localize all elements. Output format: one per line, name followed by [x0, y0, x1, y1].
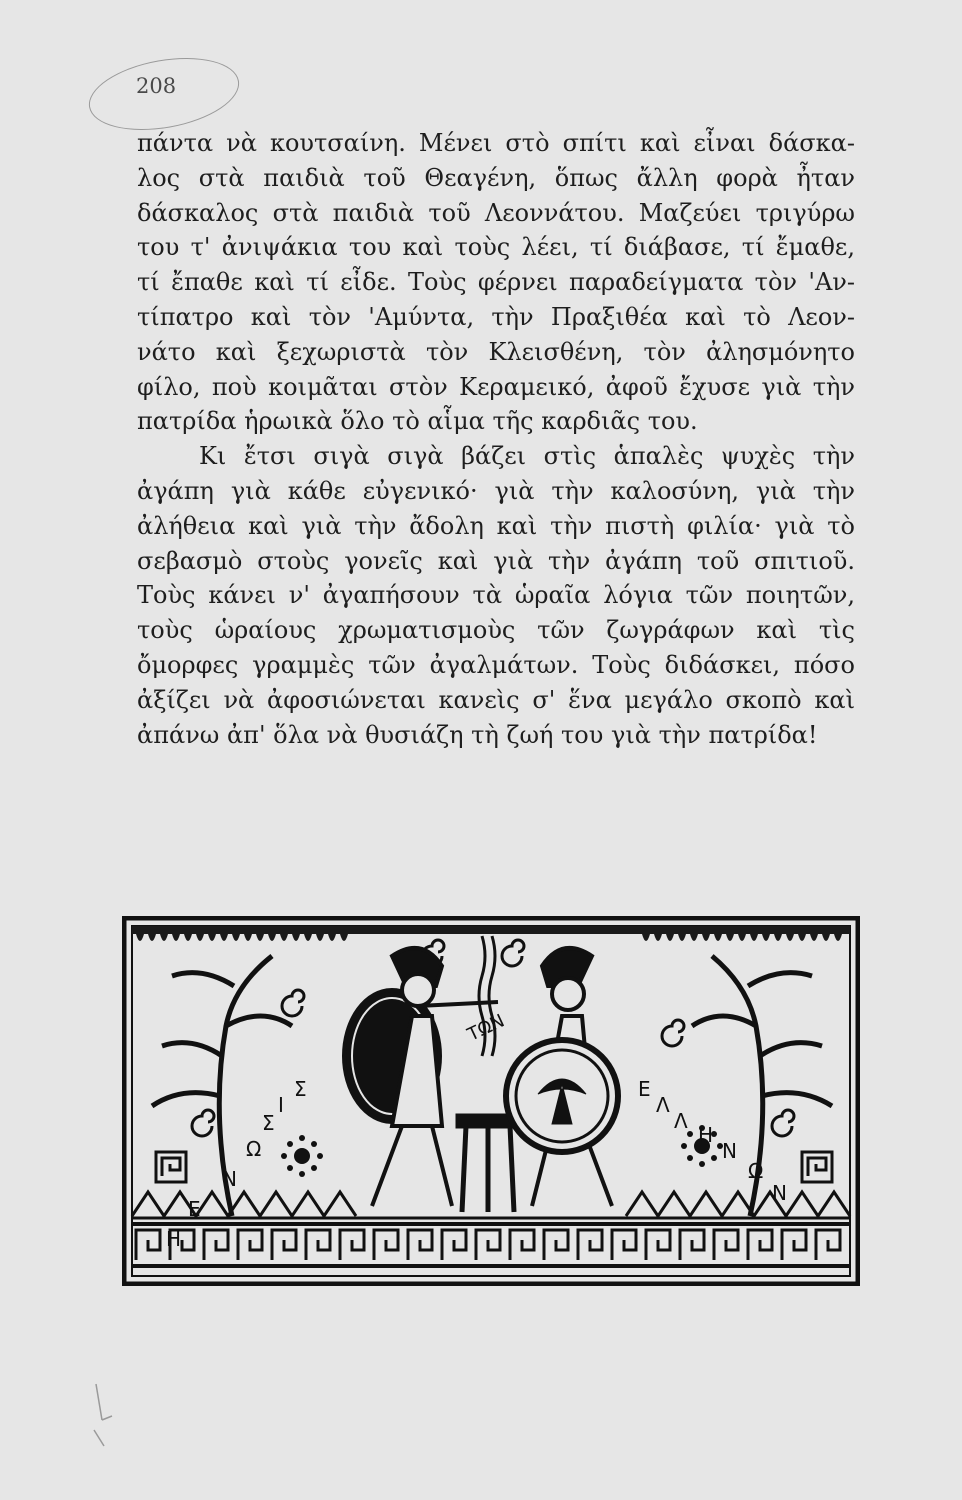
top-tongue-border — [132, 926, 850, 941]
text-line: Τοὺς κάνει ν' ἀγαπήσουν τὰ ὡραῖα λόγια τῶν ποιητῶν, — [137, 581, 855, 610]
text-line: δάσκαλος στὰ παιδιὰ τοῦ Λεοννάτου. Μαζεύει τριγύρω — [137, 198, 855, 227]
inscription-left-letter: Σ — [294, 1077, 307, 1101]
text-line: τοὺς ὡραίους χρωματισμοὺς τῶν ζωγράφων καὶ τὶς — [137, 616, 855, 645]
text-line: λος στὰ παιδιὰ τοῦ Θεαγένη, ὅπως ἄλλη φορὰ ἦταν — [137, 163, 855, 192]
text-line: του τ' ἀνιψάκια του καὶ τοὺς λέει, τί διάβασε, τί ἔμαθε, — [137, 233, 855, 262]
inscription-left-letter: Η — [166, 1227, 182, 1251]
text-line: πάντα νὰ κουτσαίνη. Μένει στὸ σπίτι καὶ εἶναι δάσκα- — [137, 129, 855, 157]
right-warrior-shield — [506, 1040, 618, 1152]
meander-square-left — [156, 1152, 186, 1182]
vase-painting-illustration — [122, 916, 860, 1286]
inscription-left-letter: Σ — [262, 1111, 275, 1135]
body-text — [137, 126, 855, 752]
margin-scratch-mark — [88, 1380, 118, 1450]
left-warrior — [344, 948, 498, 1206]
meander-square-right — [802, 1152, 832, 1182]
text-line: ἀξίζει νὰ ἀφοσιώνεται κανεὶς σ' ἕνα μεγάλο σκοπὸ καὶ — [137, 685, 855, 714]
inscription-right-letter: Η — [698, 1123, 714, 1147]
text-line: ἀγάπη γιὰ κάθε εὐγενικό· γιὰ τὴν καλοσύνη, γιὰ τὴν — [137, 476, 855, 505]
inscription-right-letter: Ν — [722, 1139, 737, 1163]
text-line: τί ἔπαθε καὶ τί εἶδε. Τοὺς φέρνει παραδείγματα τὸν 'Αν- — [137, 268, 855, 297]
inscription-left-letter: Ε — [188, 1197, 201, 1221]
inscription-right-letter: Λ — [656, 1093, 670, 1117]
bottom-meander-band — [132, 1222, 850, 1268]
inscription-left-letter: Ω — [246, 1137, 262, 1161]
inscription-left-letter: Ι — [278, 1093, 284, 1117]
text-line: σεβασμὸ στοὺς γονεῖς καὶ γιὰ τὴν ἀγάπη τοῦ σπιτιοῦ. — [137, 546, 855, 575]
text-line: πατρίδα ἡρωικὰ ὅλο τὸ αἷμα τῆς καρδιᾶς του. — [137, 407, 698, 436]
inscription-right-letter: Λ — [674, 1109, 688, 1133]
text-line: φίλο, ποὺ κοιμᾶται στὸν Κεραμεικό, ἀφοῦ ἔχυσε γιὰ τὴν — [137, 372, 855, 401]
text-line: ἀπάνω ἀπ' ὅλα νὰ θυσιάζη τὴ ζωή του γιὰ τὴν πατρίδα! — [137, 720, 818, 749]
text-line: νάτο καὶ ξεχωριστὰ τὸν Κλεισθένη, τὸν ἀλησμόνητο — [137, 337, 855, 366]
text-line: ὄμορφες γραμμὲς τῶν ἀγαλμάτων. Τοὺς διδάσκει, πόσο — [137, 650, 855, 679]
inscription-center: ΤΩΝ — [464, 1010, 508, 1046]
inscription-right-letter: Ε — [638, 1077, 651, 1101]
text-line: Κι ἔτσι σιγὰ σιγὰ βάζει στὶς ἁπαλὲς ψυχὲς τὴν — [199, 442, 855, 471]
inscription-left-letter: Ν — [222, 1167, 237, 1191]
inscription-right-letter: Ν — [772, 1181, 787, 1205]
bottom-triangle-band — [132, 1192, 850, 1218]
page-number: 208 — [136, 74, 177, 98]
rosette-ornaments — [281, 1125, 723, 1177]
text-line: ἀλήθεια καὶ γιὰ τὴν ἄδολη καὶ τὴν πιστὴ φιλία· γιὰ τὸ — [137, 511, 855, 540]
text-line: τίπατρο καὶ τὸν 'Αμύντα, τὴν Πραξιθέα καὶ τὸ Λεον- — [137, 302, 855, 331]
altar-stool — [458, 1116, 518, 1212]
inscription-right-letter: Ω — [748, 1159, 764, 1183]
